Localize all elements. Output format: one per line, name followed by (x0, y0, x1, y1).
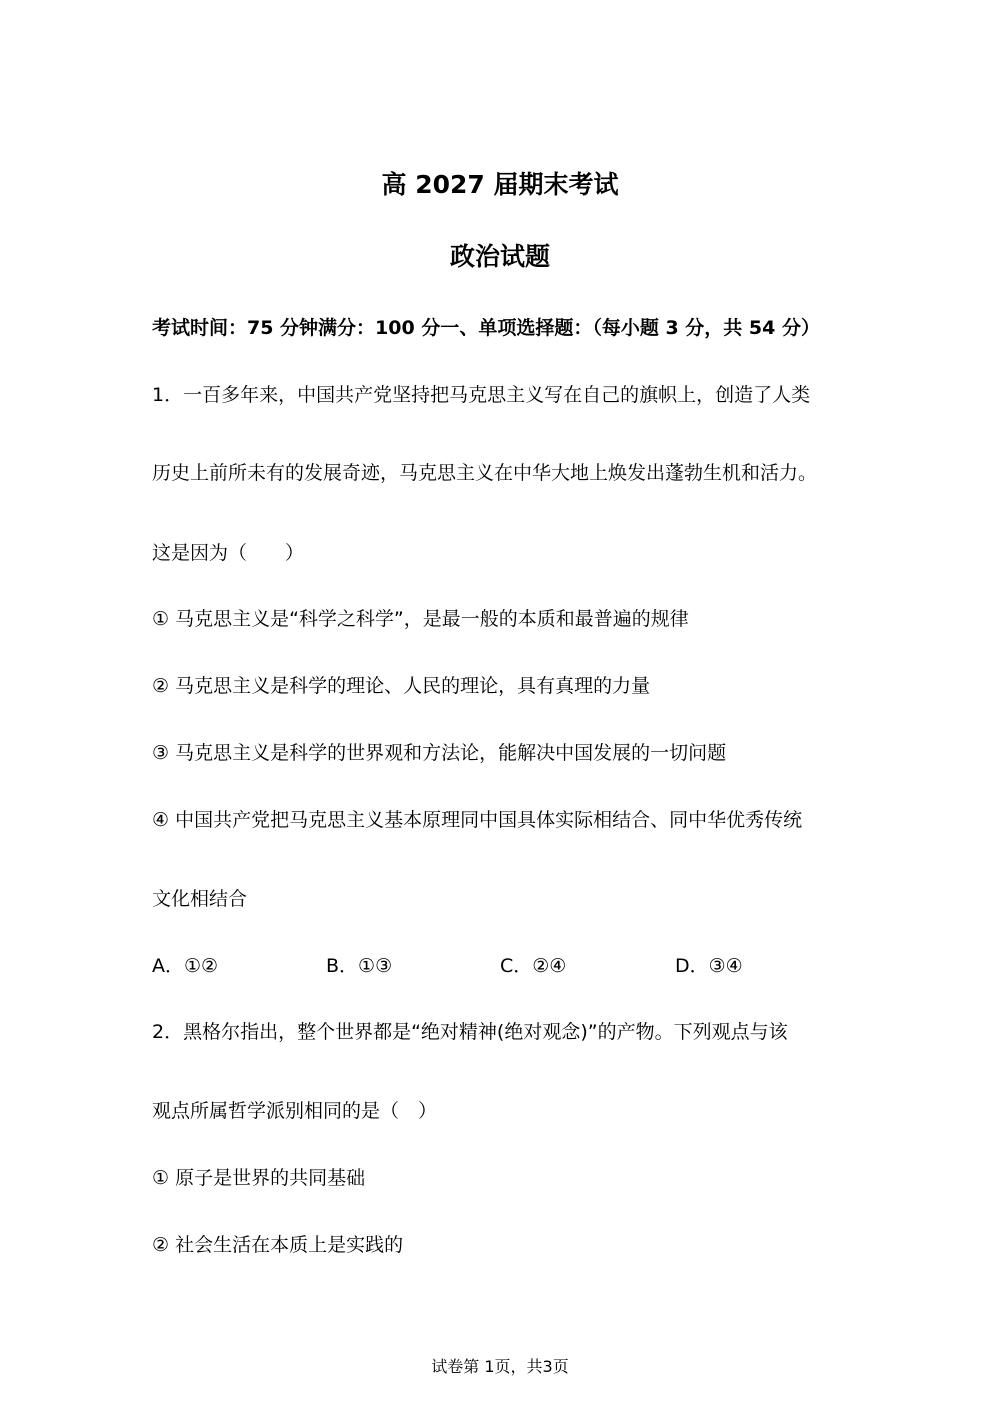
question-1-option-4: ④ 中国共产党把马克思主义基本原理同中国具体实际相结合、同中华优秀传统 (152, 809, 803, 831)
question-1-stem-line-3: 这是因为（ ） (152, 542, 305, 564)
question-1-stem-line-1: 1．一百多年来，中国共产党坚持把马克思主义写在自己的旗帜上，创造了人类 (152, 384, 811, 406)
exam-info: 考试时间：75 分钟满分：100 分一、单项选择题：（每小题 3 分，共 54 分） (152, 317, 820, 339)
choice-b: B．①③ (326, 955, 393, 977)
page-footer: 试卷第 1页，共3页 (431, 1357, 569, 1376)
question-2-stem-line-2: 观点所属哲学派别相同的是（ ） (152, 1100, 438, 1122)
question-1-option-3: ③ 马克思主义是科学的世界观和方法论，能解决中国发展的一切问题 (152, 742, 727, 764)
question-1-stem-line-2: 历史上前所未有的发展奇迹，马克思主义在中华大地上焕发出蓬勃生机和活力。 (152, 462, 818, 484)
choice-c: C．②④ (500, 955, 567, 977)
choice-a: A．①② (152, 955, 219, 977)
question-1-option-2: ② 马克思主义是科学的理论、人民的理论，具有真理的力量 (152, 675, 651, 697)
exam-subtitle: 政治试题 (449, 242, 550, 271)
question-2-stem-line-1: 2．黑格尔指出，整个世界都是“绝对精神(绝对观念)”的产物。下列观点与该 (152, 1021, 788, 1043)
choice-d: D．③④ (675, 955, 743, 977)
question-2-option-2: ② 社会生活在本质上是实践的 (152, 1234, 404, 1256)
exam-title: 高 2027 届期末考试 (381, 170, 619, 199)
question-1-option-4-continued: 文化相结合 (152, 888, 248, 910)
question-1-option-1: ① 马克思主义是“科学之科学”，是最一般的本质和最普遍的规律 (152, 608, 689, 630)
question-2-option-1: ① 原子是世界的共同基础 (152, 1167, 366, 1189)
